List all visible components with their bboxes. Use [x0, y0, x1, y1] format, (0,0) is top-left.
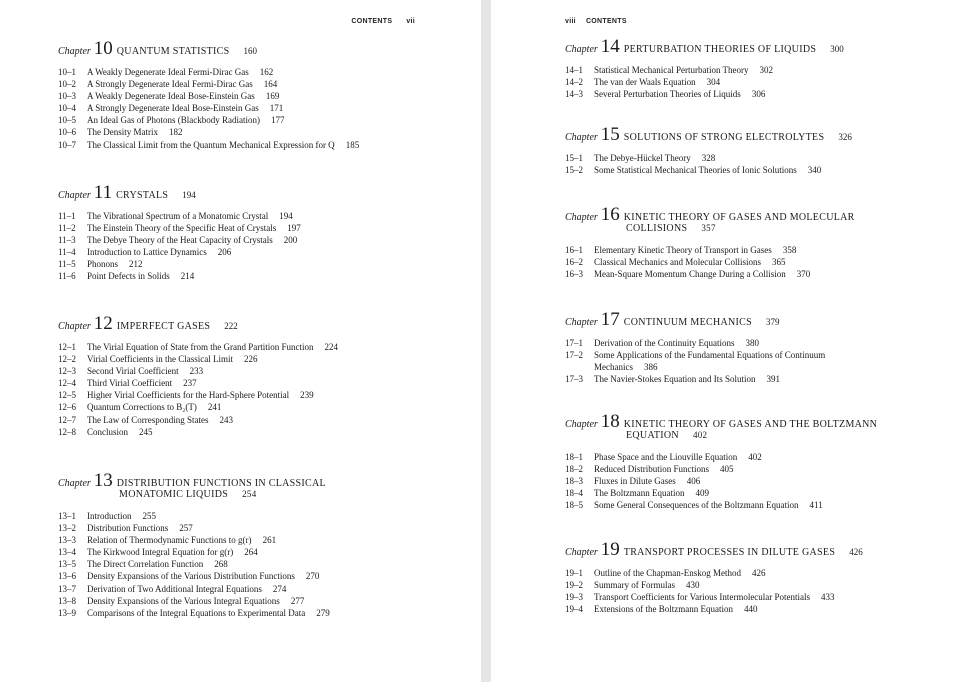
- section-page-number: 162: [259, 67, 274, 77]
- chapter-page-number: 222: [224, 321, 238, 331]
- section-number: 15–1: [565, 153, 583, 163]
- section-page-number: 206: [217, 247, 232, 258]
- toc-entry[interactable]: [58, 234, 481, 246]
- section-number: 19–1: [565, 568, 583, 578]
- section-page-number: 386: [643, 362, 658, 373]
- toc-entry[interactable]: [58, 341, 481, 353]
- section-title: Phase Space and the Liouville Equation: [594, 452, 738, 462]
- section-number: 13–7: [58, 583, 76, 594]
- toc-entry[interactable]: [58, 353, 481, 365]
- section-title: Elementary Kinetic Theory of Transport in Gases: [594, 245, 772, 255]
- chapter-heading: [565, 411, 972, 445]
- section-number: 14–1: [565, 65, 583, 75]
- toc-entry[interactable]: [58, 377, 481, 389]
- section-number: 12–6: [58, 402, 76, 413]
- chapter-number: 13: [93, 470, 113, 491]
- section-page-number: 243: [219, 414, 233, 425]
- section-number: 17–3: [565, 374, 583, 385]
- chapter-number: 10: [93, 38, 113, 59]
- toc-entry[interactable]: [565, 337, 972, 349]
- chapter-heading: [58, 470, 481, 504]
- chapter-title-line2-wrap: [119, 489, 481, 500]
- section-title: Third Virial Coefficient: [87, 378, 173, 389]
- section-list: [58, 66, 481, 151]
- toc-entry[interactable]: [565, 164, 972, 176]
- section-page-number: 171: [269, 103, 284, 114]
- section-title: The Classical Limit from the Quantum Mechanical Expression for Q: [87, 139, 335, 150]
- section-page-number: 358: [782, 245, 797, 255]
- section-page-number: 226: [244, 354, 258, 365]
- section-number: 19–2: [565, 580, 583, 591]
- toc-entry[interactable]: [565, 64, 972, 76]
- section-number: 18–2: [565, 464, 583, 475]
- section-page-number: 233: [189, 366, 204, 377]
- section-title: The Debye Theory of the Heat Capacity of Crystals: [87, 235, 273, 246]
- section-number: 12–3: [58, 366, 76, 377]
- section-page-number: 411: [809, 500, 823, 511]
- section-page-number: 194: [279, 211, 293, 221]
- section-number: 12–8: [58, 426, 76, 437]
- section-page-number: 302: [759, 65, 774, 75]
- section-page-number: 200: [283, 235, 298, 246]
- section-title: The Density Matrix: [87, 127, 158, 138]
- section-page-number: 306: [751, 89, 766, 100]
- section-page-number: 391: [766, 374, 781, 385]
- section-page-number: 440: [743, 604, 758, 615]
- section-number: 10–2: [58, 79, 76, 90]
- section-number: 11–1: [58, 211, 76, 221]
- section-list: [565, 244, 972, 280]
- toc-entry[interactable]: [565, 475, 972, 487]
- section-page-number: 406: [686, 476, 701, 487]
- section-title: The Vibrational Spectrum of a Monatomic Crystal: [87, 211, 269, 221]
- section-number: 16–2: [565, 257, 583, 268]
- section-number: 13–4: [58, 547, 76, 558]
- section-number: 19–3: [565, 592, 583, 603]
- toc-entry[interactable]: [565, 373, 972, 385]
- section-title: Introduction to Lattice Dynamics: [87, 247, 207, 258]
- section-title: Density Expansions of the Various Distribution Functions: [87, 571, 295, 582]
- section-page-number: 380: [745, 338, 759, 348]
- chapter-title: CRYSTALS: [116, 190, 169, 201]
- section-number: 13–6: [58, 571, 76, 582]
- chapter-page-number: 254: [242, 489, 257, 499]
- section-title: Density Expansions of the Various Integral Equations: [87, 595, 280, 606]
- section-number: 13–8: [58, 595, 76, 606]
- chapter-label: Chapter: [565, 212, 598, 223]
- section-list: [58, 210, 481, 283]
- section-title: The van der Waals Equation: [594, 77, 696, 88]
- section-page-number: 241: [207, 402, 222, 413]
- chapter-block: [565, 309, 972, 385]
- section-number: 14–2: [565, 77, 583, 88]
- section-number: 18–3: [565, 476, 583, 487]
- section-title: A Strongly Degenerate Ideal Fermi-Dirac Gas: [87, 79, 253, 90]
- section-title: Conclusion: [87, 426, 129, 437]
- chapter-label: Chapter: [58, 46, 91, 57]
- section-number: 10–3: [58, 91, 76, 102]
- toc-entry[interactable]: [58, 558, 481, 570]
- section-page-number: 239: [300, 390, 314, 401]
- section-number: 13–5: [58, 559, 76, 570]
- chapter-number: 15: [600, 124, 620, 145]
- section-title: The Boltzmann Equation: [594, 488, 685, 499]
- section-title: The Navier-Stokes Equation and Its Solution: [594, 374, 756, 385]
- section-page-number: 257: [179, 523, 193, 534]
- chapter-page-number: 357: [701, 223, 716, 233]
- section-number: 17–1: [565, 338, 583, 348]
- toc-entry[interactable]: [58, 78, 481, 90]
- chapter-label: Chapter: [58, 190, 91, 201]
- toc-entry[interactable]: [565, 349, 972, 373]
- section-number: 18–1: [565, 452, 583, 462]
- chapter-number: 11: [93, 182, 113, 203]
- section-title: Higher Virial Coefficients for the Hard-Sphere Potential: [87, 390, 290, 401]
- section-title: The Virial Equation of State from the Grand Partition Function: [87, 342, 314, 352]
- chapter-title-line2-wrap: [626, 430, 972, 441]
- section-page-number: 255: [142, 511, 156, 521]
- chapter-number: 14: [600, 36, 620, 57]
- section-page-number: 268: [214, 559, 228, 570]
- section-number: 12–1: [58, 342, 76, 352]
- section-page-number: 214: [180, 271, 195, 282]
- section-number: 11–5: [58, 259, 76, 270]
- section-list: [565, 64, 972, 100]
- section-number: 18–5: [565, 500, 583, 511]
- section-page-number: 426: [751, 568, 766, 578]
- section-number: 13–2: [58, 523, 76, 534]
- section-title: Introduction: [87, 511, 132, 521]
- section-title: Some General Consequences of the Boltzmann Equation: [594, 500, 799, 511]
- toc-entry[interactable]: [58, 66, 481, 78]
- chapter-title: DISTRIBUTION FUNCTIONS IN CLASSICAL: [116, 478, 326, 489]
- section-number: 17–2: [565, 350, 583, 361]
- toc-entry[interactable]: [58, 210, 481, 222]
- section-page-number: 177: [270, 115, 285, 126]
- chapter-block: [58, 182, 481, 283]
- running-head-title: CONTENTS: [585, 18, 627, 25]
- section-list: [565, 337, 972, 385]
- toc-entry[interactable]: [58, 365, 481, 377]
- toc-entry[interactable]: [565, 76, 972, 88]
- toc-entry[interactable]: [58, 522, 481, 534]
- section-title: Outline of the Chapman-Enskog Method: [594, 568, 741, 578]
- section-number: 18–4: [565, 488, 583, 499]
- section-number: 11–4: [58, 247, 76, 258]
- section-title: Derivation of Two Additional Integral Equations: [87, 583, 262, 594]
- section-title: Transport Coefficients for Various Intermolecular Potentials: [594, 592, 811, 603]
- left-page: [0, 0, 481, 682]
- toc-entry[interactable]: [58, 583, 481, 595]
- section-number: 10–5: [58, 115, 76, 126]
- chapter-block: [58, 313, 481, 438]
- toc-entry[interactable]: [565, 268, 972, 280]
- section-page-number: 197: [287, 223, 301, 234]
- chapter-heading: [565, 309, 972, 331]
- toc-entry[interactable]: [58, 595, 481, 607]
- chapter-number: 12: [93, 313, 113, 334]
- chapter-heading: [565, 124, 972, 146]
- section-number: 13–1: [58, 511, 76, 521]
- section-title: Second Virial Coefficient: [87, 366, 179, 377]
- section-page-number: 340: [807, 165, 822, 176]
- page-number: viii: [565, 18, 576, 25]
- section-number: 16–3: [565, 269, 583, 280]
- toc-entry[interactable]: [565, 579, 972, 591]
- section-title: Several Perturbation Theories of Liquids: [594, 89, 741, 100]
- chapter-heading: [58, 182, 481, 204]
- toc-entry[interactable]: [565, 152, 972, 164]
- section-page-number: 245: [139, 426, 153, 437]
- toc-entry[interactable]: [58, 414, 481, 426]
- toc-entry[interactable]: [565, 567, 972, 579]
- section-title: Statistical Mechanical Perturbation Theory: [594, 65, 749, 75]
- section-title: A Strongly Degenerate Ideal Bose-Einstein Gas: [87, 103, 259, 114]
- chapter-page-number: 402: [692, 430, 708, 440]
- running-head-title: CONTENTS: [351, 18, 393, 25]
- section-title: The Einstein Theory of the Specific Heat of Crystals: [87, 223, 277, 234]
- section-page-number: 328: [701, 153, 716, 163]
- toc-entry[interactable]: [58, 102, 481, 114]
- section-title: The Kirkwood Integral Equation for g(r): [87, 547, 234, 558]
- section-page-number: 370: [796, 269, 811, 280]
- section-list: [565, 152, 972, 176]
- chapter-title-line2-text: EQUATION: [626, 430, 679, 441]
- section-page-number: 279: [316, 607, 330, 618]
- section-title: Extensions of the Boltzmann Equation: [594, 604, 733, 615]
- chapter-number: 19: [600, 539, 620, 560]
- toc-entry[interactable]: [58, 570, 481, 582]
- running-head: [565, 18, 627, 25]
- section-list: [58, 341, 481, 438]
- chapter-label: Chapter: [565, 547, 598, 558]
- section-page-number: 304: [706, 77, 721, 88]
- section-title: Mean-Square Momentum Change During a Collision: [594, 269, 786, 280]
- toc-entry[interactable]: [565, 88, 972, 100]
- section-number: 10–7: [58, 139, 76, 150]
- section-number: 14–3: [565, 89, 583, 100]
- section-number: 12–5: [58, 390, 76, 401]
- section-number: 12–4: [58, 378, 76, 389]
- section-page-number: 277: [290, 595, 305, 606]
- section-number: 16–1: [565, 245, 583, 255]
- section-list: [565, 567, 972, 615]
- toc-entry[interactable]: [58, 546, 481, 558]
- chapter-block: [565, 539, 972, 615]
- chapter-heading: [565, 36, 972, 58]
- chapter-page-number: 426: [849, 547, 863, 557]
- toc-entry[interactable]: [565, 603, 972, 615]
- toc-entry[interactable]: [565, 256, 972, 268]
- right-page: [491, 0, 972, 682]
- section-title: Summary of Formulas: [594, 580, 675, 591]
- running-head: [351, 18, 415, 25]
- toc-entry[interactable]: [565, 591, 972, 603]
- section-title: A Weakly Degenerate Ideal Bose-Einstein Gas: [87, 91, 255, 102]
- section-number: 12–7: [58, 414, 76, 425]
- section-page-number: 261: [262, 535, 277, 546]
- toc-entry[interactable]: [58, 534, 481, 546]
- chapter-page-number: 300: [830, 44, 844, 54]
- chapter-heading: [58, 38, 481, 60]
- section-page-number: 264: [244, 547, 258, 558]
- chapter-heading: [58, 313, 481, 335]
- section-number: 11–6: [58, 271, 76, 282]
- section-page-number: 212: [129, 259, 143, 270]
- section-number: 10–4: [58, 103, 76, 114]
- chapter-block: [58, 470, 481, 619]
- section-title: An Ideal Gas of Photons (Blackbody Radiation): [87, 115, 260, 126]
- chapter-title-line2-text: COLLISIONS: [626, 223, 688, 234]
- toc-entry[interactable]: [58, 222, 481, 234]
- section-number: 11–3: [58, 235, 76, 246]
- chapter-block: [565, 204, 972, 280]
- section-title-continued: [594, 361, 972, 373]
- section-page-number: 185: [345, 139, 360, 150]
- toc-entry[interactable]: [58, 126, 481, 138]
- section-title: Fluxes in Dilute Gases: [594, 476, 676, 487]
- section-list: [58, 510, 481, 619]
- toc-entry[interactable]: [58, 607, 481, 619]
- chapter-block: [58, 38, 481, 151]
- section-number: 19–4: [565, 604, 583, 615]
- section-page-number: 433: [821, 592, 835, 603]
- section-page-number: 169: [265, 91, 280, 102]
- toc-entry[interactable]: [58, 389, 481, 401]
- toc-entry[interactable]: [565, 499, 972, 511]
- section-page-number: 274: [272, 583, 287, 594]
- toc-entry[interactable]: [58, 246, 481, 258]
- chapter-title: KINETIC THEORY OF GASES AND MOLECULAR: [623, 212, 855, 223]
- toc-entry[interactable]: [565, 451, 972, 463]
- section-number: 10–1: [58, 67, 76, 77]
- chapter-page-number: 194: [182, 190, 196, 200]
- chapter-title: TRANSPORT PROCESSES IN DILUTE GASES: [623, 547, 836, 558]
- toc-entry[interactable]: [58, 114, 481, 126]
- toc-entry[interactable]: [58, 270, 481, 282]
- chapter-label: Chapter: [565, 44, 598, 55]
- chapter-title-line2-wrap: [626, 223, 972, 234]
- section-page-number: 182: [169, 127, 183, 138]
- section-number: 15–2: [565, 165, 583, 176]
- section-page-number: 365: [771, 257, 786, 268]
- section-number: 12–2: [58, 354, 76, 365]
- section-page-number: 270: [305, 571, 320, 582]
- toc-entry[interactable]: [58, 139, 481, 151]
- section-title: Virial Coefficients in the Classical Limit: [87, 354, 234, 365]
- section-title: Comparisons of the Integral Equations to Experimental Data: [87, 607, 306, 618]
- section-page-number: 237: [183, 378, 197, 389]
- chapter-title: PERTURBATION THEORIES OF LIQUIDS: [623, 44, 817, 55]
- section-number: 13–9: [58, 607, 76, 618]
- section-title: Relation of Thermodynamic Functions to g(r): [87, 535, 252, 546]
- chapter-page-number: 326: [838, 132, 852, 142]
- chapter-number: 17: [600, 309, 620, 330]
- chapter-heading: [565, 539, 972, 561]
- chapter-page-number: 160: [243, 46, 257, 56]
- section-title: Phonons: [87, 259, 119, 270]
- toc-entry[interactable]: [565, 244, 972, 256]
- page-number: vii: [406, 18, 415, 25]
- toc-entry[interactable]: [58, 426, 481, 438]
- toc-entry[interactable]: [58, 401, 481, 413]
- toc-entry[interactable]: [58, 510, 481, 522]
- chapter-label: Chapter: [565, 317, 598, 328]
- chapter-block: [565, 411, 972, 511]
- section-title: Distribution Functions: [87, 523, 169, 534]
- section-title: Classical Mechanics and Molecular Collisions: [594, 257, 761, 268]
- section-number: 10–6: [58, 127, 76, 138]
- section-title: Point Defects in Solids: [87, 271, 170, 282]
- section-title: Derivation of the Continuity Equations: [594, 338, 735, 348]
- toc-entry[interactable]: [58, 258, 481, 270]
- chapter-block: [565, 124, 972, 176]
- section-number: 13–3: [58, 535, 76, 546]
- toc-entry[interactable]: [565, 463, 972, 475]
- chapter-page-number: 379: [766, 317, 780, 327]
- section-title: The Law of Corresponding States: [87, 414, 209, 425]
- chapter-label: Chapter: [58, 321, 91, 332]
- section-list: [565, 451, 972, 511]
- section-title: Some Applications of the Fundamental Equations of Continuum: [594, 350, 826, 361]
- section-page-number: 430: [686, 580, 700, 591]
- section-title: Quantum Corrections to B₂(T): [87, 402, 197, 413]
- section-page-number: 405: [720, 464, 734, 475]
- section-title: Some Statistical Mechanical Theories of Ionic Solutions: [594, 165, 797, 176]
- section-number: 11–2: [58, 223, 76, 234]
- section-title: A Weakly Degenerate Ideal Fermi-Dirac Gas: [87, 67, 249, 77]
- chapter-title: QUANTUM STATISTICS: [116, 46, 230, 57]
- section-title: The Direct Correlation Function: [87, 559, 204, 570]
- section-title: The Debye-Hückel Theory: [594, 153, 691, 163]
- chapter-title-line2-text: MONATOMIC LIQUIDS: [119, 489, 229, 500]
- chapter-block: [565, 36, 972, 100]
- chapter-title: KINETIC THEORY OF GASES AND THE BOLTZMANN: [623, 419, 878, 430]
- chapter-title: CONTINUUM MECHANICS: [623, 317, 752, 328]
- chapter-label: Chapter: [565, 132, 598, 143]
- chapter-label: Chapter: [565, 419, 598, 430]
- section-title: Reduced Distribution Functions: [594, 464, 709, 475]
- section-title-continued-text: Mechanics: [594, 362, 633, 373]
- chapter-label: Chapter: [58, 478, 91, 489]
- chapter-number: 18: [600, 411, 620, 432]
- toc-entry[interactable]: [565, 487, 972, 499]
- section-page-number: 164: [263, 79, 278, 90]
- section-page-number: 409: [695, 488, 709, 499]
- toc-entry[interactable]: [58, 90, 481, 102]
- section-page-number: 402: [748, 452, 762, 462]
- chapter-title: SOLUTIONS OF STRONG ELECTROLYTES: [623, 132, 825, 143]
- chapter-title: IMPERFECT GASES: [116, 321, 211, 332]
- section-page-number: 224: [324, 342, 338, 352]
- chapter-heading: [565, 204, 972, 238]
- chapter-number: 16: [600, 204, 620, 225]
